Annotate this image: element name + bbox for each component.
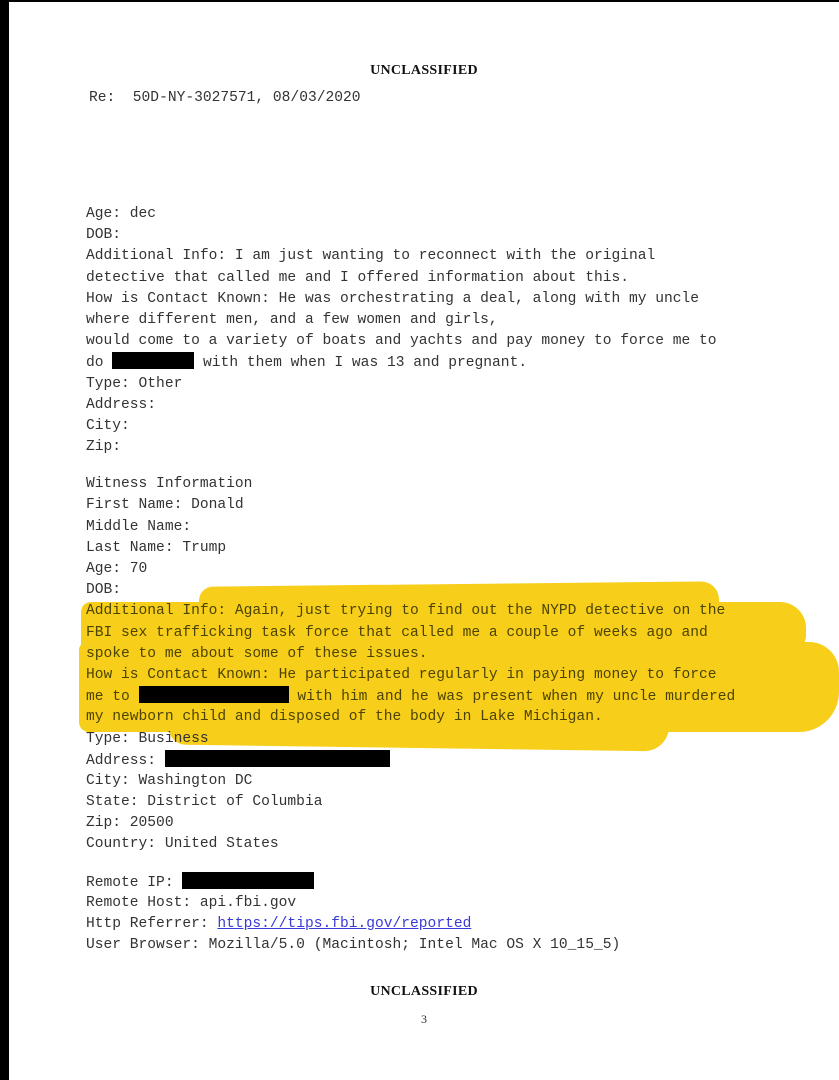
witness-contact-line: my newborn child and disposed of the body in Lake Michigan. — [86, 709, 603, 726]
witness-first-name: First Name: Donald — [86, 497, 244, 514]
witness-heading: Witness Information — [86, 476, 253, 493]
witness-contact-text: me to — [86, 689, 130, 706]
witness-type: Type: Business — [86, 730, 209, 747]
victim-zip: Zip: — [86, 439, 122, 456]
witness-additional-info-line: FBI sex trafficking task force that called me a couple of weeks ago and — [86, 624, 708, 641]
witness-additional-info-line: spoke to me about some of these issues. — [86, 645, 428, 662]
victim-age: Age: dec — [86, 206, 157, 222]
referrer-link[interactable]: https://tips.fbi.gov/reported — [217, 916, 472, 932]
victim-city: City: — [86, 417, 130, 434]
page-number: 3 — [421, 1012, 427, 1026]
redaction-bar — [182, 872, 314, 889]
victim-additional-info-line: Additional Info: I am just wanting to reconnect with the original — [86, 248, 656, 265]
victim-contact-text: with them when I was 13 and pregnant. — [203, 355, 528, 372]
document-body — [86, 204, 831, 956]
victim-contact-line: would come to a variety of boats and yachts and pay money to force me to — [86, 333, 717, 350]
header-classification: UNCLASSIFIED — [370, 63, 478, 78]
document-page — [9, 2, 839, 1080]
user-browser: User Browser: Mozilla/5.0 (Macintosh; Intel Mac OS X 10_15_5) — [86, 937, 621, 954]
victim-type: Type: Other — [86, 375, 183, 392]
victim-additional-info-line: detective that called me and I offered information about this. — [86, 269, 629, 286]
witness-zip: Zip: 20500 — [86, 815, 174, 832]
witness-additional-info-line: Additional Info: Again, just trying to find out the NYPD detective on the — [86, 603, 726, 620]
redaction-bar — [112, 352, 194, 369]
http-referrer-line — [86, 914, 831, 935]
witness-middle-name: Middle Name: — [86, 518, 192, 535]
reference-line — [89, 90, 361, 106]
remote-host: Remote Host: api.fbi.gov — [86, 894, 297, 911]
reference-label: Re: — [89, 90, 116, 106]
victim-contact-line: where different men, and a few women and girls, — [86, 311, 498, 328]
victim-contact-text: do — [86, 355, 104, 372]
victim-contact-line — [86, 352, 831, 373]
victim-contact-line: How is Contact Known: He was orchestrating a deal, along with my uncle — [86, 290, 700, 307]
witness-country: Country: United States — [86, 836, 279, 853]
victim-address: Address: — [86, 396, 157, 413]
witness-last-name: Last Name: Trump — [86, 539, 227, 556]
reference-value: 50D-NY-3027571, 08/03/2020 — [132, 90, 361, 106]
footer-classification: UNCLASSIFIED — [370, 984, 478, 999]
remote-ip-label: Remote IP: — [86, 874, 174, 891]
redaction-bar — [139, 686, 289, 703]
witness-contact-text: with him and he was present when my uncle murdered — [297, 689, 736, 706]
witness-city: City: Washington DC — [86, 772, 253, 789]
witness-contact-line: How is Contact Known: He participated regularly in paying money to force — [86, 666, 717, 683]
witness-age: Age: 70 — [86, 561, 148, 577]
http-referrer-label: Http Referrer: — [86, 916, 209, 932]
victim-dob: DOB: — [86, 227, 122, 244]
witness-dob: DOB: — [86, 582, 122, 599]
witness-state: State: District of Columbia — [86, 794, 323, 811]
witness-address-line — [86, 750, 831, 771]
witness-contact-line — [86, 686, 831, 707]
remote-ip-line — [86, 872, 831, 893]
witness-address-label: Address: — [86, 752, 157, 769]
redaction-bar — [165, 750, 390, 767]
